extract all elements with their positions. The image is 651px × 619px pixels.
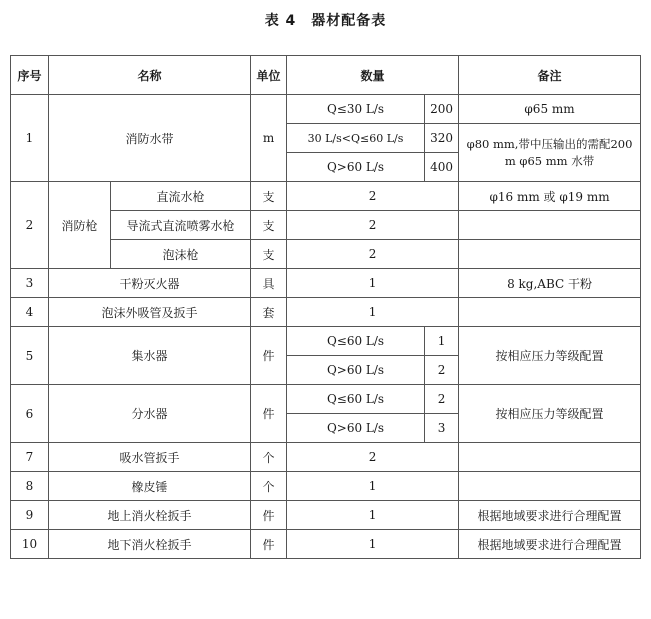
row-no: 5 [11, 327, 49, 385]
row-qty: 2 [287, 182, 459, 211]
table-row [11, 95, 641, 124]
row-qty: 200 [425, 95, 459, 124]
row-no: 9 [11, 501, 49, 530]
row-qty: 2 [425, 385, 459, 414]
row-qty: 1 [287, 501, 459, 530]
row-note: 根据地域要求进行合理配置 [459, 530, 641, 559]
row-no: 8 [11, 472, 49, 501]
row-qty: 1 [425, 327, 459, 356]
row-qty: 1 [287, 472, 459, 501]
row-unit: 支 [251, 182, 287, 211]
table-row [11, 443, 641, 472]
row-note [459, 472, 641, 501]
row-condition: Q>60 L/s [287, 153, 425, 182]
header-unit: 单位 [251, 56, 287, 95]
row-unit: 个 [251, 443, 287, 472]
row-qty: 3 [425, 414, 459, 443]
row-name: 地下消火栓扳手 [49, 530, 251, 559]
row-note [459, 298, 641, 327]
row-qty: 320 [425, 124, 459, 153]
row-no: 4 [11, 298, 49, 327]
row-name: 地上消火栓扳手 [49, 501, 251, 530]
table-row [11, 385, 641, 414]
row-unit: 支 [251, 211, 287, 240]
row-no: 3 [11, 269, 49, 298]
table-row [11, 501, 641, 530]
row-condition: 30 L/s<Q≤60 L/s [287, 124, 425, 153]
row-qty: 1 [287, 530, 459, 559]
header-name: 名称 [49, 56, 251, 95]
row-unit: 具 [251, 269, 287, 298]
row-name: 橡皮锤 [49, 472, 251, 501]
table-row [11, 269, 641, 298]
row-qty: 2 [287, 211, 459, 240]
row-condition: Q≤60 L/s [287, 327, 425, 356]
row-unit: 支 [251, 240, 287, 269]
row-note: 根据地域要求进行合理配置 [459, 501, 641, 530]
row-no: 1 [11, 95, 49, 182]
header-row [11, 56, 641, 95]
row-qty: 1 [287, 269, 459, 298]
equipment-table [10, 55, 641, 559]
row-no: 7 [11, 443, 49, 472]
row-no: 2 [11, 182, 49, 269]
table-row [11, 327, 641, 356]
row-note: φ16 mm 或 φ19 mm [459, 182, 641, 211]
row-unit: 件 [251, 327, 287, 385]
row-note: 按相应压力等级配置 [459, 385, 641, 443]
row-condition: Q≤60 L/s [287, 385, 425, 414]
row-note: 按相应压力等级配置 [459, 327, 641, 385]
row-unit: 套 [251, 298, 287, 327]
row-note: 8 kg,ABC 干粉 [459, 269, 641, 298]
row-unit: 个 [251, 472, 287, 501]
row-name: 直流水枪 [111, 182, 251, 211]
table-row [11, 530, 641, 559]
row-name: 分水器 [49, 385, 251, 443]
row-qty: 2 [425, 356, 459, 385]
row-name: 消防水带 [49, 95, 251, 182]
row-note [459, 240, 641, 269]
table-row [11, 298, 641, 327]
row-name: 泡沫外吸管及扳手 [49, 298, 251, 327]
table-row [11, 472, 641, 501]
header-no: 序号 [11, 56, 49, 95]
row-name: 导流式直流喷雾水枪 [111, 211, 251, 240]
row-unit: 件 [251, 385, 287, 443]
row-unit: 件 [251, 530, 287, 559]
row-condition: Q>60 L/s [287, 356, 425, 385]
row-group: 消防枪 [49, 182, 111, 269]
row-name: 集水器 [49, 327, 251, 385]
row-unit: 件 [251, 501, 287, 530]
row-name: 干粉灭火器 [49, 269, 251, 298]
row-qty: 2 [287, 240, 459, 269]
row-note: φ65 mm [459, 95, 641, 124]
row-no: 6 [11, 385, 49, 443]
row-note: φ80 mm,带中压输出的需配200 m φ65 mm 水带 [459, 124, 641, 182]
row-note [459, 443, 641, 472]
table-row [11, 182, 641, 211]
header-qty: 数量 [287, 56, 459, 95]
header-note: 备注 [459, 56, 641, 95]
table-title: 表 4 器材配备表 [264, 13, 387, 29]
row-name: 吸水管扳手 [49, 443, 251, 472]
row-condition: Q>60 L/s [287, 414, 425, 443]
row-note [459, 211, 641, 240]
row-qty: 1 [287, 298, 459, 327]
row-qty: 400 [425, 153, 459, 182]
row-qty: 2 [287, 443, 459, 472]
row-condition: Q≤30 L/s [287, 95, 425, 124]
row-name: 泡沫枪 [111, 240, 251, 269]
row-unit: m [251, 95, 287, 182]
row-no: 10 [11, 530, 49, 559]
